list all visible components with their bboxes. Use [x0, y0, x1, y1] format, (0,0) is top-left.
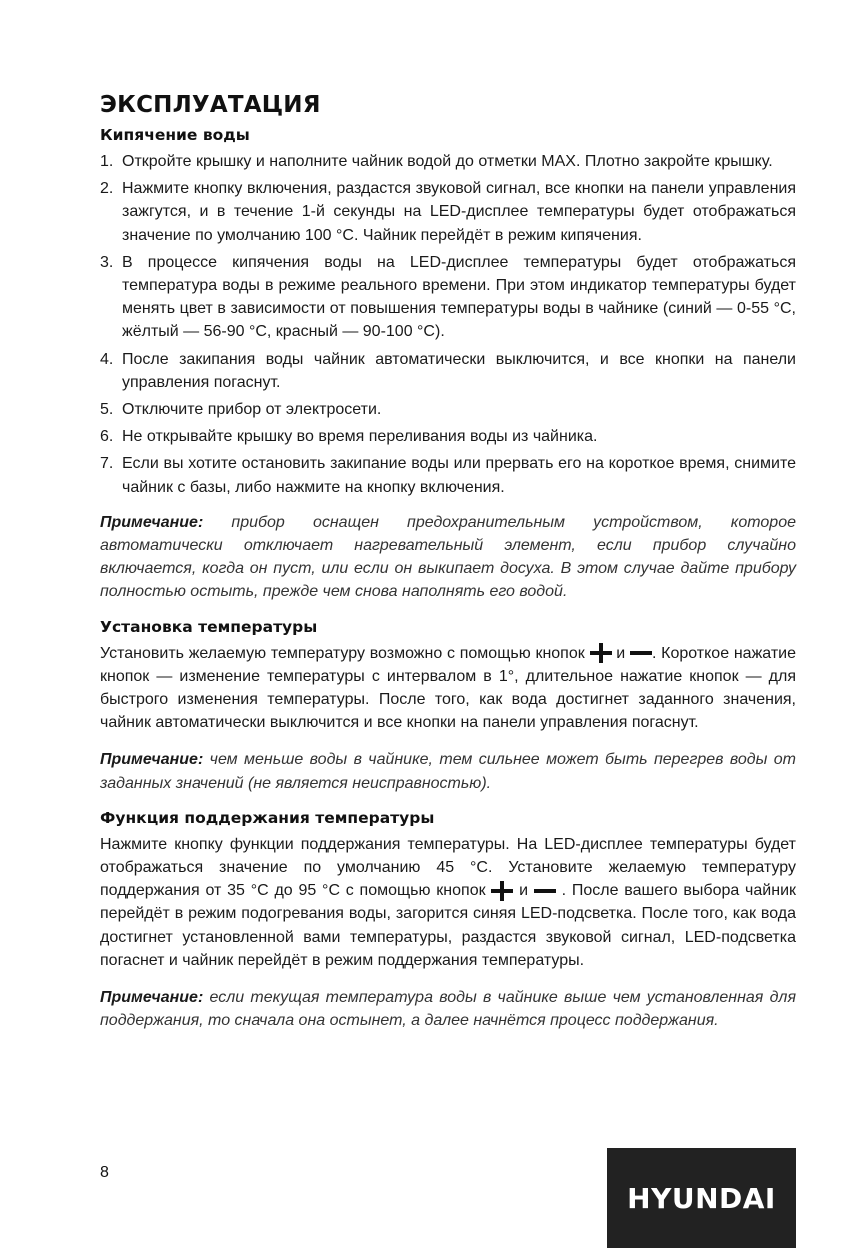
list-item [100, 251, 796, 344]
note-label: Примечание: [100, 751, 204, 769]
page-title: ЭКСПЛУАТАЦИЯ [100, 92, 321, 118]
note-label: Примечание: [100, 513, 204, 531]
list-item [100, 398, 796, 421]
step-number: 1. [100, 153, 114, 170]
step-text: Если вы хотите остановить закипание воды или прервать его на короткое время, снимите чайник с базы, либо нажмите на кнопку включения. [122, 455, 796, 496]
minus-icon [630, 643, 652, 663]
keep-warm-paragraph [100, 833, 796, 972]
section-heading-temperature: Установка температуры [100, 617, 318, 636]
note-text: прибор оснащен предохранительным устройством, которое автоматически отключает нагревательный элемент, если прибор случайно включается, когда он пуст, или если он выкипает досуха. В этом случае дайте прибору полностью остыть, прежде чем снова наполнять его водой. [100, 513, 796, 601]
list-item [100, 348, 796, 394]
document-body [100, 92, 796, 1047]
step-number: 4. [100, 350, 114, 368]
paragraph-text: и [611, 644, 630, 662]
step-text: Нажмите кнопку включения, раздастся звуковой сигнал, все кнопки на панели управления зажгутся, и в течение 1-й секунды на LED-дисплее температуры будет отображаться значение по умолчанию 100 °С. Чайник перейдёт в режим кипячения. [122, 180, 796, 244]
section-heading-keep-warm: Функция поддержания температуры [100, 808, 435, 827]
boiling-steps-list [100, 150, 796, 499]
step-number: 3. [100, 253, 114, 271]
list-item [100, 150, 796, 173]
note-boiling [100, 511, 796, 604]
section-heading-boiling: Кипячение воды [100, 126, 250, 144]
step-text: Отключите прибор от электросети. [122, 401, 382, 419]
logo-text: HYUNDAI [627, 1181, 776, 1215]
plus-icon [590, 643, 612, 663]
note-label: Примечание: [100, 989, 204, 1007]
temperature-paragraph [100, 642, 796, 735]
step-text: После закипания воды чайник автоматически выключится, и все кнопки на панели управления погаснут. [122, 350, 796, 391]
plus-icon [491, 881, 513, 901]
paragraph-text: . После вашего выбора чайник перейдёт в режим подогревания воды, загорится синяя LED-подсветка. После того, как вода достигнет установленной вами температуры, раздастся звуковой сигнал, LED-подсветка погаснет и чайник перейдёт в режим поддержания температуры. [100, 882, 797, 969]
step-text: Откройте крышку и наполните чайник водой до отметки MAX. Плотно закройте крышку. [122, 153, 773, 170]
step-text: В процессе кипячения воды на LED-дисплее температуры будет отображаться температура воды в режиме реального времени. При этом индикатор температуры будет менять цвет в зависимости от повышения температуры воды в чайнике (синий — 0-55 °С, жёлтый — 56-90 °С, красный — 90-100 °С). [122, 253, 796, 341]
note-temperature [100, 748, 796, 794]
step-number: 2. [100, 180, 114, 198]
list-item [100, 425, 796, 448]
note-keep-warm [100, 986, 796, 1032]
brand-logo [607, 1148, 796, 1248]
note-text: если текущая температура воды в чайнике выше чем установленная для поддержания, то сначала она остынет, а далее начнётся процесс поддержания. [100, 989, 796, 1030]
paragraph-text: . Короткое нажатие кнопок — изменение температуры с интервалом в 1°, длительное нажатие кнопок — для быстрого изменения температуры. После того, как вода достигнет заданного значения, чайник автоматически выключится и все кнопки на панели управления погаснут. [100, 644, 796, 732]
paragraph-text: и [513, 882, 534, 900]
paragraph-text: Установить желаемую температуру возможно с помощью кнопок [100, 644, 590, 662]
minus-icon [534, 881, 556, 901]
list-item [100, 177, 796, 247]
list-item [100, 452, 796, 498]
page-number: 8 [100, 1164, 109, 1181]
step-text: Не открывайте крышку во время переливания воды из чайника. [122, 428, 598, 446]
step-number: 6. [100, 428, 114, 446]
note-text: чем меньше воды в чайнике, тем сильнее может быть перегрев воды от заданных значений (не является неисправностью). [100, 751, 796, 792]
paragraph-text: Нажмите кнопку функции поддержания температуры. На LED-дисплее температуры будет отображаться значение по умолчанию 45 °С. Установите желаемую температуру поддержания от 35 °С до 95 °С с помощью кнопок [100, 835, 796, 900]
step-number: 7. [100, 455, 114, 473]
step-number: 5. [100, 401, 114, 419]
